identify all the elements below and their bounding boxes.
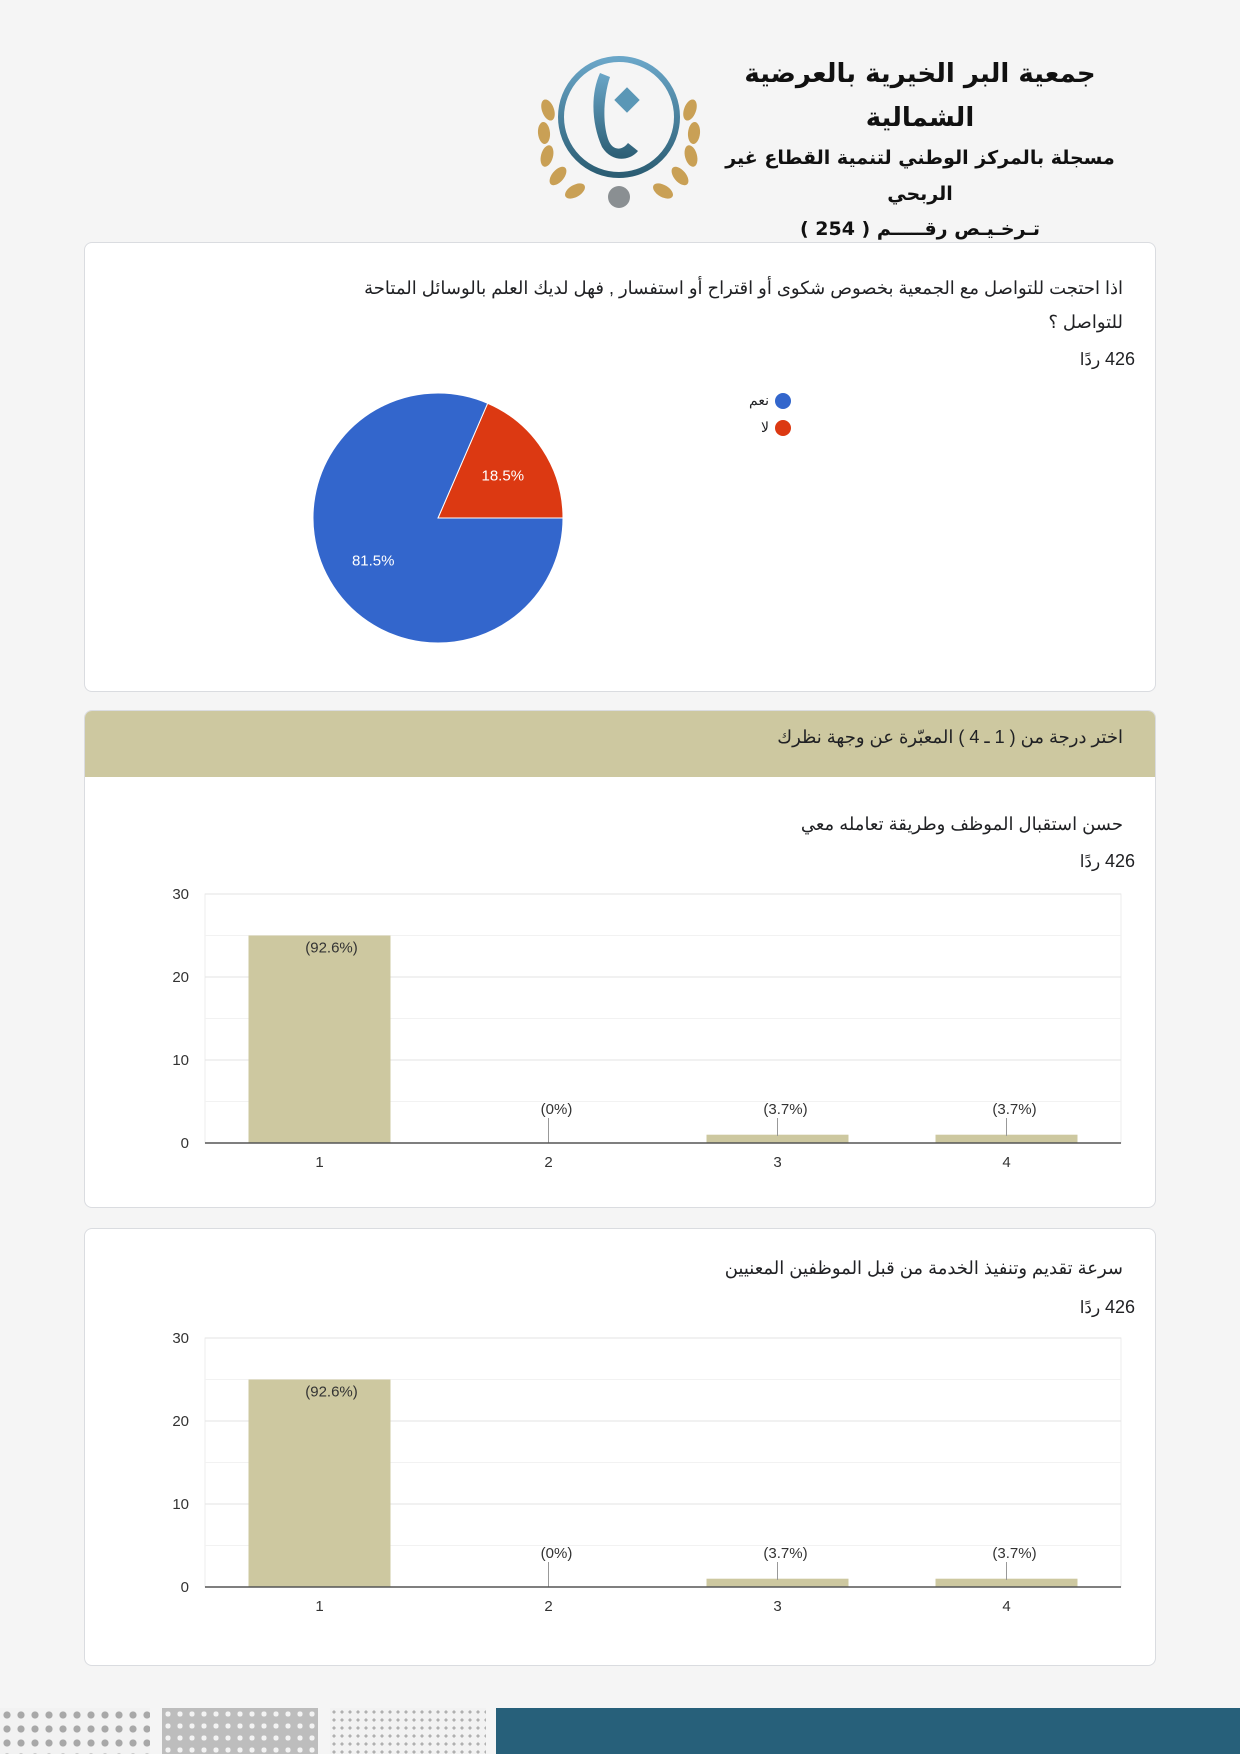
response-count-number: 426 bbox=[1104, 851, 1135, 871]
y-tick-label: 0 bbox=[180, 1135, 189, 1152]
bar-data-label: (3.7%) bbox=[992, 1101, 1037, 1118]
y-tick-label: 10 bbox=[172, 1052, 189, 1069]
pie-chart bbox=[85, 243, 1156, 692]
legend-dot-icon bbox=[775, 393, 791, 409]
question-title: حسن استقبال الموظف وطريقة تعامله معي bbox=[800, 814, 1123, 834]
bar-chart-service-speed bbox=[85, 1229, 1156, 1666]
response-count-label: ردًا bbox=[1079, 852, 1101, 871]
x-tick-label: 2 bbox=[544, 1154, 553, 1171]
page-header bbox=[0, 0, 1240, 240]
footer-pattern-3 bbox=[330, 1708, 486, 1754]
bar-1[interactable] bbox=[249, 1380, 391, 1588]
pie-slice-label: 81.5% bbox=[351, 552, 395, 570]
y-tick-label: 20 bbox=[172, 969, 189, 986]
y-tick-label: 20 bbox=[172, 1413, 189, 1430]
y-tick-label: 0 bbox=[180, 1579, 189, 1596]
question-card-service-speed bbox=[84, 1228, 1156, 1666]
organization-logo bbox=[530, 55, 708, 215]
license-number: تـرخـيـص رقـــــم ( 254 ) bbox=[799, 218, 1041, 240]
response-count-label: ردًا bbox=[1079, 1298, 1101, 1317]
page-footer bbox=[0, 1708, 1240, 1754]
x-tick-label: 4 bbox=[1002, 1154, 1011, 1171]
question-title-line2: للتواصل ؟ bbox=[1048, 312, 1123, 332]
y-tick-label: 30 bbox=[172, 886, 189, 903]
question-card-communication bbox=[84, 242, 1156, 692]
question-title: سرعة تقديم وتنفيذ الخدمة من قبل الموظفين المعنيين bbox=[724, 1258, 1123, 1278]
pie-legend bbox=[749, 387, 791, 441]
registration-text: مسجلة بالمركز الوطني لتنمية القطاع غير الربحي bbox=[725, 147, 1115, 205]
x-tick-label: 4 bbox=[1002, 1598, 1011, 1615]
footer-pattern-1 bbox=[0, 1708, 150, 1754]
legend-dot-icon bbox=[775, 420, 791, 436]
footer-pattern-2 bbox=[162, 1708, 318, 1754]
section-card-rating bbox=[84, 710, 1156, 1208]
bar-chart-staff-reception bbox=[85, 711, 1156, 1208]
legend-label: لا bbox=[760, 419, 769, 435]
question-title-line1: اذا احتجت للتواصل مع الجمعية بخصوص شكوى أو اقتراح أو استفسار , فهل لديك العلم بالوسائل المتاحة bbox=[364, 278, 1123, 298]
legend-item-no[interactable] bbox=[749, 414, 791, 441]
footer-bar bbox=[496, 1708, 1240, 1754]
bar-data-label: (92.6%) bbox=[305, 939, 358, 957]
bar-data-label: (3.7%) bbox=[992, 1545, 1037, 1562]
x-tick-label: 1 bbox=[315, 1598, 324, 1615]
legend-item-yes[interactable] bbox=[749, 387, 791, 414]
bar-data-label: (3.7%) bbox=[763, 1101, 808, 1118]
bar-data-label: (3.7%) bbox=[763, 1545, 808, 1562]
bar-1[interactable] bbox=[249, 936, 391, 1144]
y-tick-label: 30 bbox=[172, 1330, 189, 1347]
response-count-number: 426 bbox=[1104, 349, 1135, 369]
legend-label: نعم bbox=[749, 392, 769, 408]
bar-data-label: (0%) bbox=[540, 1101, 573, 1118]
response-count-label: ردًا bbox=[1079, 350, 1101, 369]
response-count-number: 426 bbox=[1104, 1297, 1135, 1317]
section-title: اختر درجة من ( 1 ـ 4 ) المعبّرة عن وجهة نظرك bbox=[777, 727, 1123, 747]
x-tick-label: 2 bbox=[544, 1598, 553, 1615]
x-tick-label: 3 bbox=[773, 1154, 782, 1171]
x-tick-label: 3 bbox=[773, 1598, 782, 1615]
x-tick-label: 1 bbox=[315, 1154, 324, 1171]
bar-data-label: (92.6%) bbox=[305, 1383, 358, 1401]
organization-name: جمعية البر الخيرية بالعرضية الشمالية bbox=[744, 59, 1096, 133]
y-tick-label: 10 bbox=[172, 1496, 189, 1513]
pie-slice-label: 18.5% bbox=[481, 467, 525, 485]
bar-data-label: (0%) bbox=[540, 1545, 573, 1562]
